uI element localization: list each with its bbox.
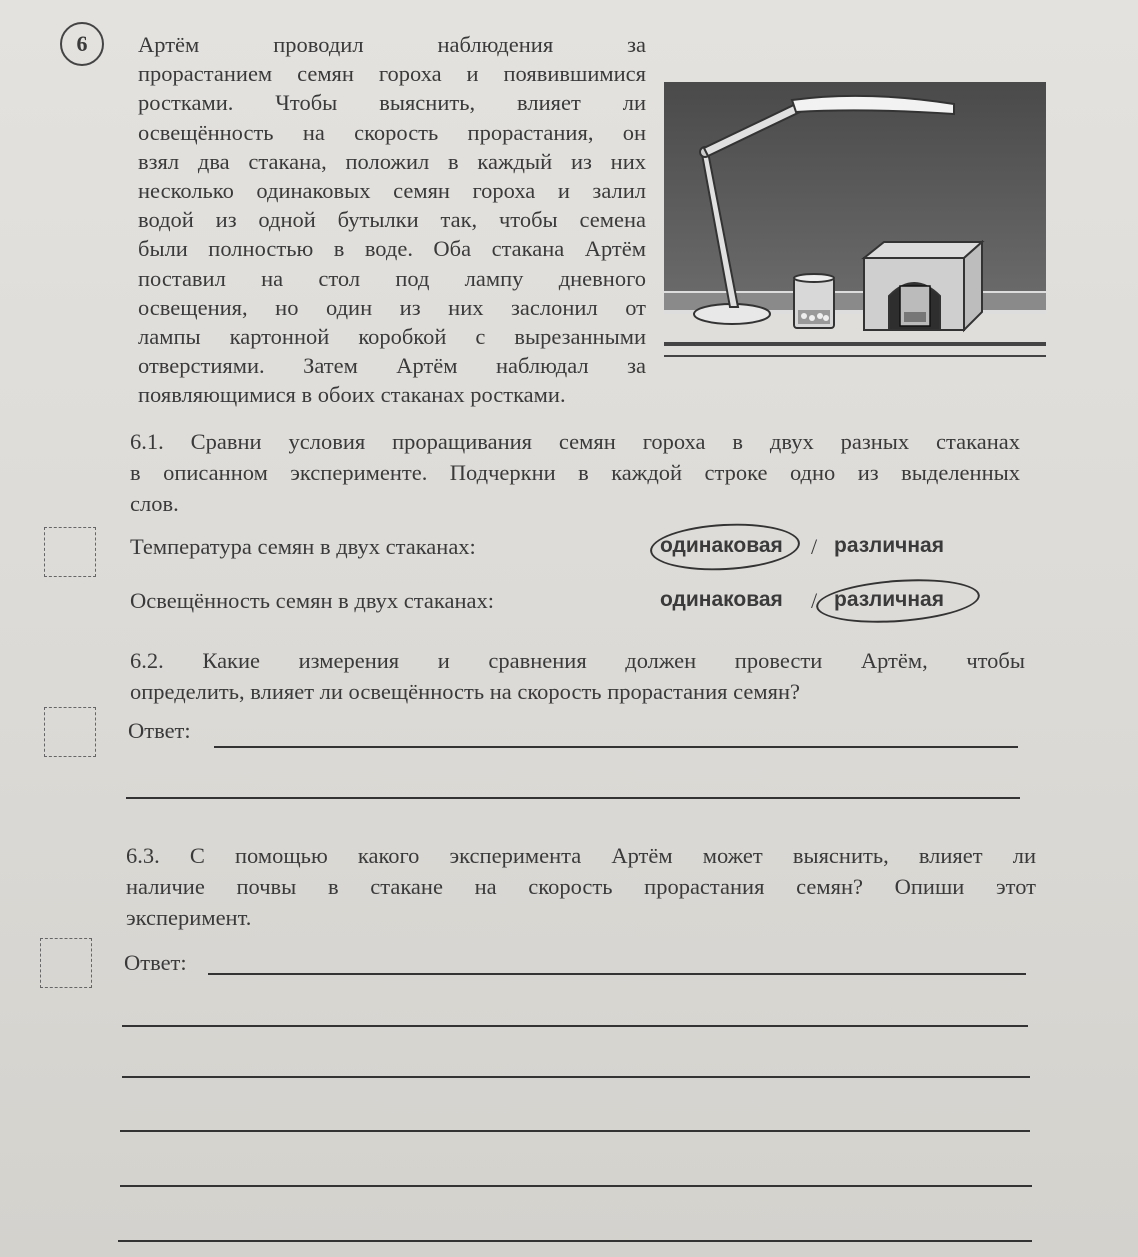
- intro-line: лампы картонной коробкой с вырезанными: [138, 324, 646, 350]
- answer-line[interactable]: [208, 973, 1026, 975]
- intro-line: появляющимися в обоих стаканах ростками.: [138, 382, 566, 408]
- intro-line: несколько одинаковых семян гороха и залил: [138, 178, 646, 204]
- task-intro-text: [138, 30, 646, 410]
- answer-line[interactable]: [120, 1185, 1032, 1187]
- answer-line[interactable]: [120, 1130, 1030, 1132]
- score-box-6-1[interactable]: [44, 527, 96, 577]
- q63-line: наличие почвы в стакане на скорость прорастания семян? Опиши этот: [126, 874, 1036, 899]
- comparison-row-temperature: [130, 534, 990, 564]
- intro-line: поставил на стол под лампу дневного: [138, 265, 646, 291]
- intro-line: освещённость на скорость прорастания, он: [138, 119, 646, 145]
- row-label: Освещённость семян в двух стаканах:: [130, 588, 494, 613]
- question-6-1: [130, 426, 1020, 519]
- q61-line: слов.: [130, 491, 179, 516]
- answer-label-6-3: Ответ:: [124, 950, 187, 975]
- experiment-illustration: [664, 82, 1046, 362]
- intro-line: водой из одной бутылки так, чтобы семена: [138, 207, 646, 233]
- question-6-2: [130, 645, 1025, 707]
- answer-line[interactable]: [118, 1240, 1032, 1242]
- answer-line[interactable]: [214, 746, 1018, 748]
- q62-line: 6.2. Какие измерения и сравнения должен провести Артём, чтобы: [130, 648, 1025, 673]
- pen-circle-mark: [815, 574, 982, 627]
- score-box-6-2[interactable]: [44, 707, 96, 757]
- intro-line: отверстиями. Затем Артём наблюдал за: [138, 353, 646, 379]
- intro-line: прорастанием семян гороха и появившимися: [138, 61, 646, 87]
- q63-line: 6.3. С помощью какого эксперимента Артём может выяснить, влияет ли: [126, 843, 1036, 868]
- option-different[interactable]: различная: [834, 588, 944, 611]
- intro-line: освещения, но один из них заслонил от: [138, 294, 646, 320]
- task-number-badge: 6: [60, 22, 104, 66]
- comparison-row-lighting: [130, 588, 990, 618]
- q63-line: эксперимент.: [126, 905, 252, 930]
- option-same[interactable]: одинаковая: [660, 534, 783, 557]
- option-different[interactable]: различная: [834, 534, 944, 557]
- open-glass: [794, 274, 834, 328]
- question-6-3: [126, 840, 1036, 933]
- answer-line[interactable]: [126, 797, 1020, 799]
- answer-label-6-2: Ответ:: [128, 718, 191, 743]
- pen-circle-mark: [649, 520, 801, 574]
- score-box-6-3[interactable]: [40, 938, 92, 988]
- intro-line: были полностью в воде. Оба стакана Артём: [138, 236, 646, 262]
- intro-line: ростками. Чтобы выяснить, влияет ли: [138, 90, 646, 116]
- answer-line[interactable]: [122, 1076, 1030, 1078]
- separator: /: [811, 588, 818, 613]
- q62-line: определить, влияет ли освещённость на скорость прорастания семян?: [130, 679, 800, 704]
- cardboard-box: [864, 242, 982, 330]
- separator: /: [811, 534, 818, 559]
- intro-line: взял два стакана, положил в каждый из них: [138, 148, 646, 174]
- option-same[interactable]: одинаковая: [660, 588, 783, 611]
- answer-line[interactable]: [122, 1025, 1028, 1027]
- row-label: Температура семян в двух стаканах:: [130, 534, 476, 559]
- q61-line: в описанном эксперименте. Подчеркни в каждой строке одно из выделенных: [130, 460, 1020, 485]
- q61-line: 6.1. Сравни условия проращивания семян гороха в двух разных стаканах: [130, 429, 1020, 454]
- intro-line: Артём проводил наблюдения за: [138, 32, 646, 57]
